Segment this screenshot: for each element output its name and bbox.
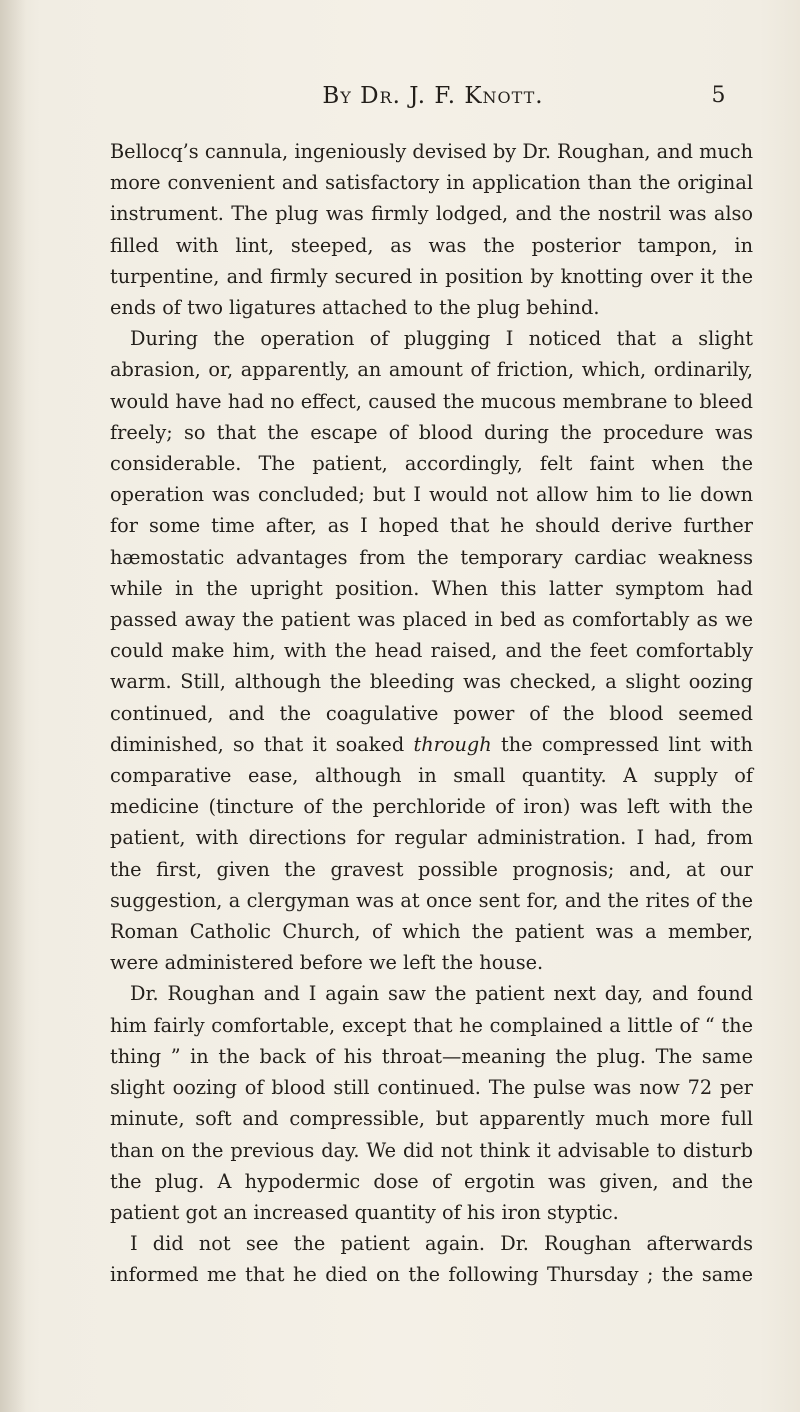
paragraph-operation bbox=[110, 323, 753, 978]
italic-through: through bbox=[413, 732, 492, 756]
paragraph-operation-text-after: the compressed lint with comparative ease, although in small quantity. A supply of medicine (tincture of the perchloride of iron) was left with the patient, with directions for regular administration. I had, from the first, given the gravest possible prognosis; and, at our suggestion, a clergyman was at once sent for, and the rites of the Roman Catholic Church, of which the patient was a member, were administered before we left the house. bbox=[110, 732, 753, 975]
paragraph-outcome: I did not see the patient again. Dr. Roughan afterwards informed me that he died on the following Thursday ; the same bbox=[110, 1232, 753, 1287]
body-text bbox=[110, 136, 753, 1291]
paragraph-continuation: Bellocq’s cannula, ingeniously devised by Dr. Roughan, and much more convenient and satisfactory in application than the original instrument. The plug was firmly lodged, and the nostril was also filled with lint, steeped, as was the posterior tampon, in turpentine, and firmly secured in position by knotting over it the ends of two ligatures attached to the plug behind. bbox=[110, 140, 753, 320]
paragraph-next-day: Dr. Roughan and I again saw the patient next day, and found him fairly comfortable, except that he complained a little of “ the thing ” in the back of his throat—meaning the plug. The same slight oozing of blood still continued. The pulse was now 72 per minute, soft and compressible, but apparently much more full than on the previous day. We did not think it advisable to disturb the plug. A hypodermic dose of ergotin was given, and the patient got an increased quantity of his iron styptic. bbox=[110, 982, 753, 1224]
running-title: By Dr. J. F. Knott. bbox=[322, 83, 544, 109]
binding-shadow bbox=[0, 0, 26, 1412]
paragraph-operation-text: During the operation of plugging I noticed that a slight abrasion, or, apparently, an amount of friction, which, ordinarily, would have had no effect, caused the mucous membrane to bleed freely; so that the escape of blood during the procedure was considerable. The patient, accordingly, felt faint when the operation was concluded; but I would not allow him to lie down for some time after, as I hoped that he should derive further hæmostatic advantages from the temporary cardiac weakness while in the upright position. When this latter symptom had passed away the patient was placed in bed as comfortably as we could make him, with the head raised, and the feet comfortably warm. Still, although the bleeding was checked, a slight oozing continued, and the coagulative power of the blood seemed diminished, so that it soaked bbox=[110, 327, 753, 756]
running-head bbox=[140, 79, 726, 115]
page-number: 5 bbox=[711, 83, 726, 108]
